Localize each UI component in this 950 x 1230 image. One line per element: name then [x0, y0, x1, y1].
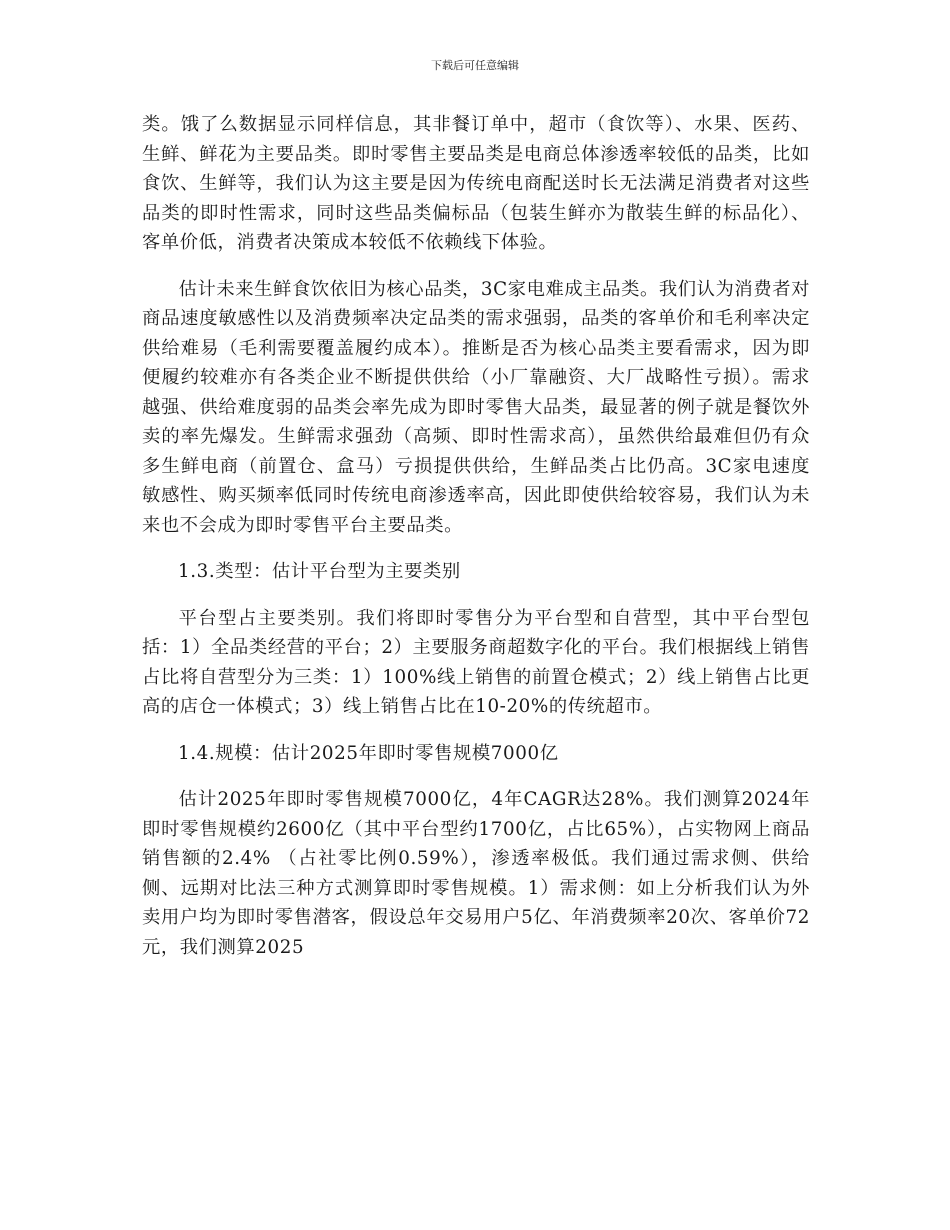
- paragraph: 平台型占主要类别。我们将即时零售分为平台型和自营型，其中平台型包括：1）全品类经营的平台；2）主要服务商超数字化的平台。我们根据线上销售占比将自营型分为三类：1）100%线上销售的前置仓模式；2）线上销售占比更高的店仓一体模式；3）线上销售占比在10-20%的传统超市。: [142, 607, 810, 717]
- section-heading: 1.4.规模：估计2025年即时零售规模7000亿: [178, 742, 559, 764]
- paragraph: 类。饿了么数据显示同样信息，其非餐订单中，超市（食饮等）、水果、医药、生鲜、鲜花为主要品类。即时零售主要品类是电商总体渗透率较低的品类，比如食饮、生鲜等，我们认为这主要是因为传统电商配送时长无法满足消费者对这些品类的即时性需求，同时这些品类偏标品（包装生鲜亦为散装生鲜的标品化）、客单价低，消费者决策成本较低不依赖线下体验。: [142, 114, 810, 253]
- paragraph: 估计未来生鲜食饮依旧为核心品类，3C家电难成主品类。我们认为消费者对商品速度敏感性以及消费频率决定品类的需求强弱，品类的客单价和毛利率决定供给难易（毛利需要覆盖履约成本）。推断是否为核心品类主要看需求，因为即便履约较难亦有各类企业不断提供供给（小厂靠融资、大厂战略性亏损）。需求越强、供给难度弱的品类会率先成为即时零售大品类，最显著的例子就是餐饮外卖的率先爆发。生鲜需求强劲（高频、即时性需求高），虽然供给最难但仍有众多生鲜电商（前置仓、盒马）亏损提供供给，生鲜品类占比仍高。3C家电速度敏感性、购买频率低同时传统电商渗透率高，因此即使供给较容易，我们认为未来也不会成为即时零售平台主要品类。: [142, 278, 810, 536]
- section-heading: 1.3.类型：估计平台型为主要类别: [178, 561, 461, 582]
- page-header: 下载后可任意编辑: [431, 59, 519, 72]
- paragraph: 估计2025年即时零售规模7000亿，4年CAGR达28%。我们测算2024年即时零售规模约2600亿（其中平台型约1700亿，占比65%），占实物网上商品销售额的2.4% （占社零比例0.59%），渗透率极低。我们通过需求侧、供给侧、远期对比法三种方式测算即时零售规模。1）需求侧：如上分析我们认为外卖用户均为即时零售潜客，假设总年交易用户5亿、年消费频率20次、客单价72元，我们测算2025: [142, 789, 810, 958]
- document-body: [142, 110, 810, 979]
